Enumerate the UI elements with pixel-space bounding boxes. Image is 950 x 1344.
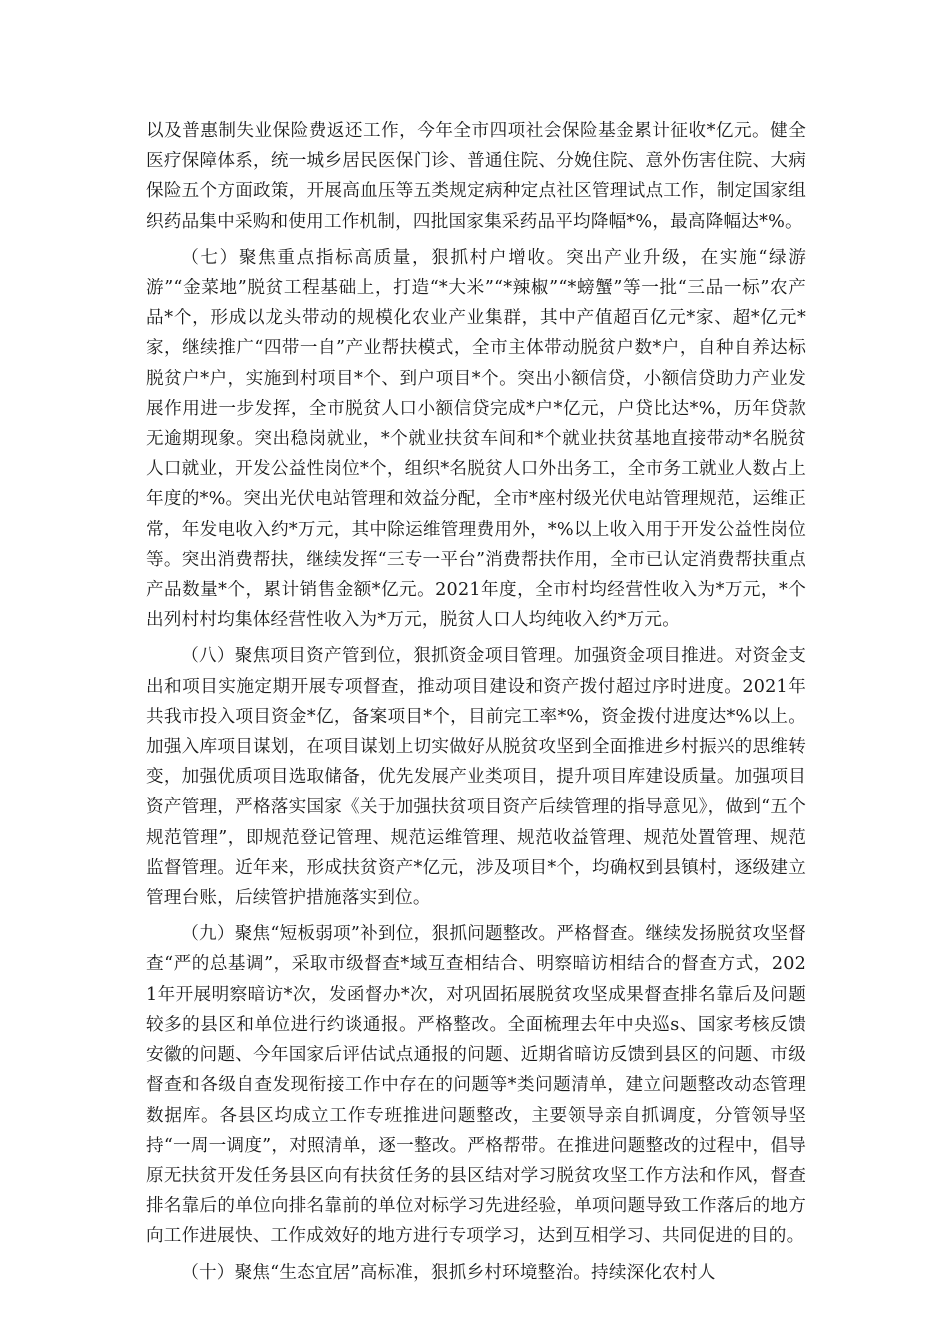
document-page xyxy=(146,116,806,1294)
paragraph-social-security: 以及普惠制失业保险费返还工作，今年全市四项社会保险基金累计征收*亿元。健全医疗保障体系，统一城乡居民医保门诊、普通住院、分娩住院、意外伤害住院、大病保险五个方面政策，开展高血压等五类规定病种定点社区管理试点工作，制定国家组织药品集中采购和使用工作机制，四批国家集采药品平均降幅*%，最高降幅达*%。 xyxy=(146,121,806,232)
paragraph-section-8: （八）聚焦项目资产管到位，狠抓资金项目管理。加强资金项目推进。对资金支出和项目实施定期开展专项督查，推动项目建设和资产拨付超过序时进度。2021年共我市投入项目资金*亿，备案项目*个，目前完工率*%，资金拨付进度达*%以上。加强入库项目谋划，在项目谋划上切实做好从脱贫攻坚到全面推进乡村振兴的思维转变，加强优质项目选取储备，优先发展产业类项目，提升项目库建设质量。加强项目资产管理，严格落实国家《关于加强扶贫项目资产后续管理的指导意见》，做到“五个规范管理”，即规范登记管理、规范运维管理、规范收益管理、规范处置管理、规范监督管理。近年来，形成扶贫资产*亿元，涉及项目*个，均确权到县镇村，逐级建立管理台账，后续管护措施落实到位。 xyxy=(146,646,806,909)
paragraph-section-9: （九）聚焦“短板弱项”补到位，狠抓问题整改。严格督查。继续发扬脱贫攻坚督查“严的总基调”，采取市级督查*域互查相结合、明察暗访相结合的督查方式，2021年开展明察暗访*次，发函督办*次，对巩固拓展脱贫攻坚成果督查排名靠后及问题较多的县区和单位进行约谈通报。严格整改。全面梳理去年中央巡s、国家考核反馈安徽的问题、今年国家后评估试点通报的问题、近期省暗访反馈到县区的问题、市级督查和各级自查发现衔接工作中存在的问题等*类问题清单，建立问题整改动态管理数据库。各县区均成立工作专班推进问题整改，主要领导亲自抓调度，分管领导坚持“一周一调度”，对照清单，逐一整改。严格帮带。在推进问题整改的过程中，倡导原无扶贫开发任务县区向有扶贫任务的县区结对学习脱贫攻坚工作方法和作风，督查排名靠后的单位向排名靠前的单位对标学习先进经验，单项问题导致工作落后的地方向工作进展快、工作成效好的地方进行专项学习，达到互相学习、共同促进的目的。 xyxy=(146,924,806,1247)
paragraph-section-10: （十）聚焦“生态宜居”高标准，狠抓乡村环境整治。持续深化农村人 xyxy=(181,1262,716,1283)
paragraph-section-7: （七）聚焦重点指标高质量，狠抓村户增收。突出产业升级，在实施“绿游游”“金菜地”脱贫工程基础上，打造“*大米”“*辣椒”“*螃蟹”等一批“三品一标”农产品*个，形成以龙头带动的规模化农业产业集群，其中产值超百亿元*家、超*亿元*家，继续推广“四带一自”产业帮扶模式，全市主体带动脱贫户数*户，自种自养达标脱贫户*户，实施到村项目*个、到户项目*个。突出小额信贷，小额信贷助力产业发展作用进一步发挥，全市脱贫人口小额信贷完成*户*亿元，户贷比达*%，历年贷款无逾期现象。突出稳岗就业，*个就业扶贫车间和*个就业扶贫基地直接带动*名脱贫人口就业，开发公益性岗位*个，组织*名脱贫人口外出务工，全市务工就业人数占上年度的*%。突出光伏电站管理和效益分配，全市*座村级光伏电站管理规范，运维正常，年发电收入约*万元，其中除运维管理费用外，*%以上收入用于开发公益性岗位等。突出消费帮扶，继续发挥“三专一平台”消费帮扶作用，全市已认定消费帮扶重点产品数量*个，累计销售金额*亿元。2021年度，全市村均经营性收入为*万元，*个出列村村均集体经营性收入为*万元，脱贫人口人均纯收入约*万元。 xyxy=(146,247,806,631)
